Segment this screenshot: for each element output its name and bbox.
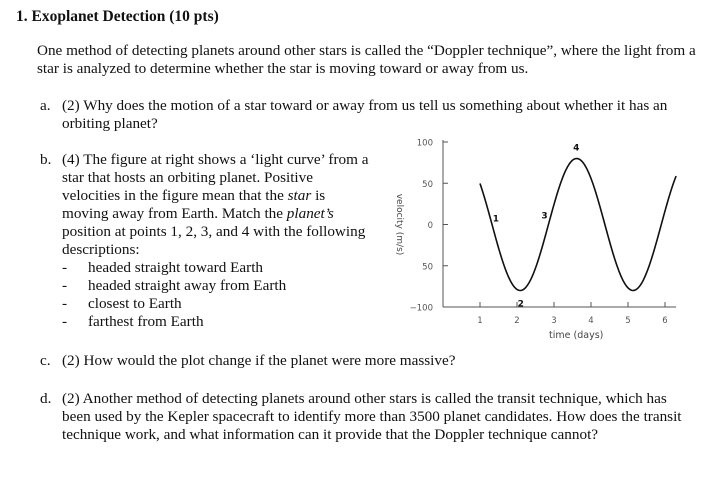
question-b-text-1: (4) The figure at right shows a ‘light curve’ from a star that hosts an orbiting planet. Positive velocities in the figure mean that the	[62, 151, 369, 204]
question-a	[40, 97, 690, 133]
description-item: - farthest from Earth	[62, 313, 370, 331]
question-c-label: c.	[40, 352, 51, 369]
question-c	[40, 352, 690, 370]
x-tick-label: 6	[662, 316, 668, 326]
x-tick-label: 4	[588, 316, 594, 326]
question-b-emphasis-star: star	[287, 187, 312, 204]
question-d	[40, 390, 690, 444]
description-list	[62, 259, 370, 331]
question-d-text: (2) Another method of detecting planets around other stars is called the transit technique, which has been used by the Kepler spacecraft to identify more than 3500 planet candidates. How does the transit technique work, and what information can it provide that the Doppler technique cannot?	[62, 390, 682, 443]
x-tick-label: 3	[551, 316, 557, 326]
y-axis-label: velocity (m/s)	[394, 193, 404, 256]
question-b-emphasis-planet: planet’s	[286, 205, 334, 222]
problem-intro: One method of detecting planets around other stars is called the “Doppler technique”, where the light from a star is analyzed to determine whether the star is moving toward or away from us.	[37, 42, 696, 77]
question-c-text: (2) How would the plot change if the planet were more massive?	[62, 352, 456, 369]
y-tick-label: 50	[422, 262, 433, 273]
y-tick-label: 50	[422, 179, 433, 190]
y-tick-label: 100	[416, 138, 433, 149]
y-tick-label: −100	[409, 303, 433, 314]
x-tick-label: 2	[514, 316, 520, 326]
question-b-text-2: is moving away from Earth. Match the	[62, 187, 326, 222]
point-label-2: 2	[517, 299, 524, 310]
point-label-4: 4	[573, 143, 580, 154]
question-b-text-3: position at points 1, 2, 3, and 4 with the following descriptions:	[62, 223, 366, 258]
question-a-label: a.	[40, 97, 51, 114]
question-b-text	[62, 151, 370, 259]
question-d-label: d.	[40, 390, 52, 407]
problem-title: 1. Exoplanet Detection (10 pts)	[16, 8, 219, 25]
question-a-text: (2) Why does the motion of a star toward or away from us tell us something about whether it has an orbiting planet?	[62, 97, 668, 132]
point-label-1: 1	[492, 214, 499, 225]
velocity-curve	[480, 159, 676, 291]
question-b	[40, 151, 370, 331]
point-label-3: 3	[541, 211, 548, 222]
description-item: - headed straight toward Earth	[62, 259, 370, 277]
description-item: - closest to Earth	[62, 295, 370, 313]
x-tick-label: 5	[625, 316, 631, 326]
velocity-chart	[380, 130, 710, 348]
x-tick-label: 1	[477, 316, 483, 326]
y-tick-label: 0	[427, 221, 433, 231]
question-b-label: b.	[40, 151, 52, 168]
x-axis-label: time (days)	[549, 330, 604, 341]
description-item: - headed straight away from Earth	[62, 277, 370, 295]
